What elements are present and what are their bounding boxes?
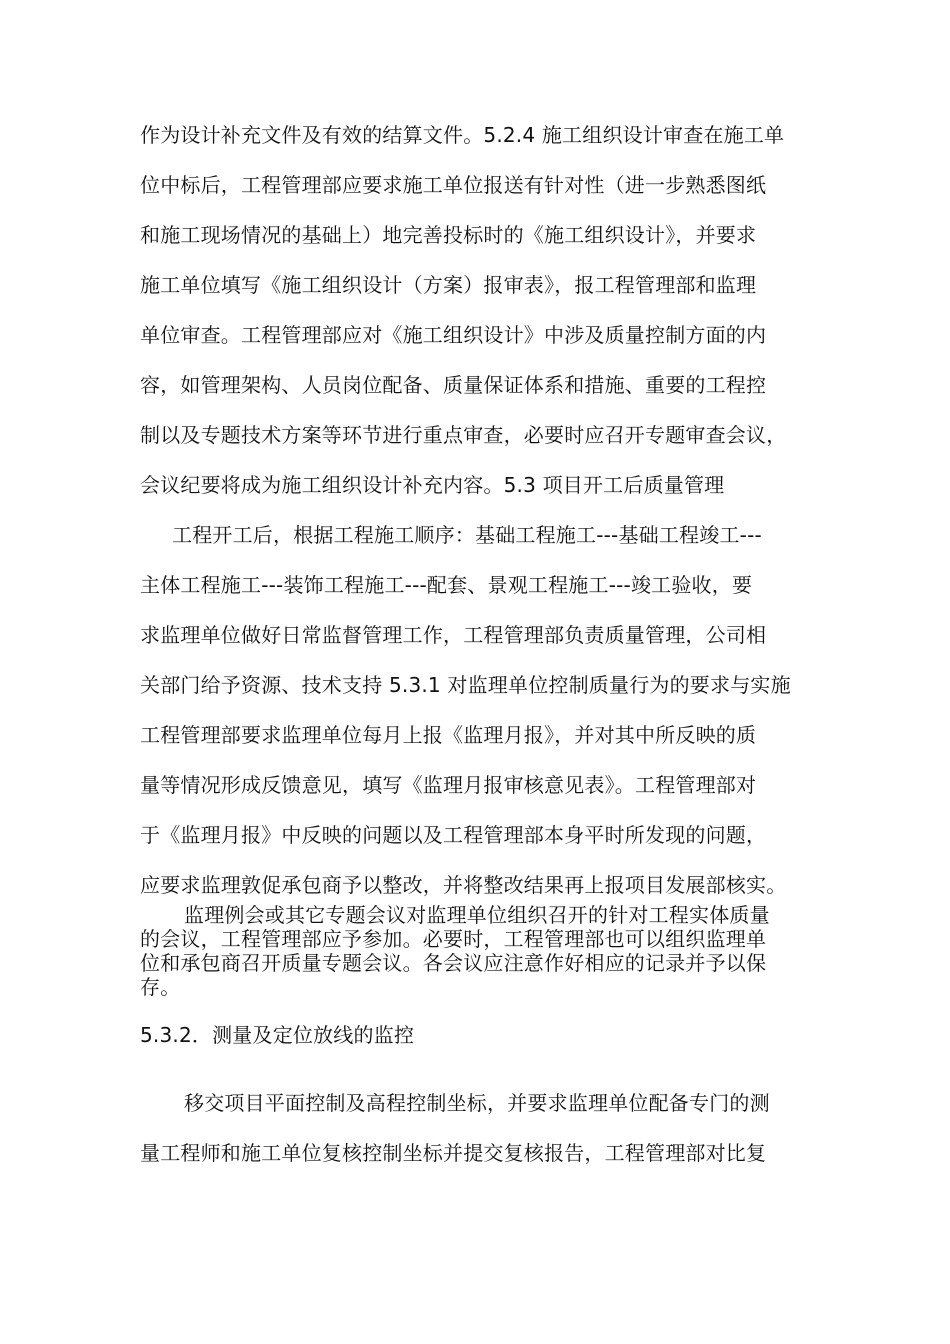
text-line: 作为设计补充文件及有效的结算文件。5.2.4 施工组织设计审查在施工单 [140, 123, 785, 147]
text-line: 施工单位填写《施工组织设计（方案）报审表》，报工程管理部和监理 [140, 273, 757, 297]
text-line: 量工程师和施工单位复核控制坐标并提交复核报告，工程管理部对比复 [140, 1141, 767, 1165]
text-line: 应要求监理敦促承包商予以整改，并将整改结果再上报项目发展部核实。 [140, 873, 787, 897]
text-line: 监理例会或其它专题会议对监理单位组织召开的针对工程实体质量 [184, 903, 770, 927]
text-line: 存。 [140, 975, 181, 999]
section-heading: 5.3.2．测量及定位放线的监控 [140, 1023, 415, 1047]
text-line: 制以及专题技术方案等环节进行重点审查，必要时应召开专题审查会议， [140, 423, 787, 447]
text-line: 工程开工后，根据工程施工顺序：基础工程施工---基础工程竣工--- [172, 523, 762, 547]
text-line: 容，如管理架构、人员岗位配备、质量保证体系和措施、重要的工程控 [140, 373, 767, 397]
text-line: 量等情况形成反馈意见，填写《监理月报审核意见表》。工程管理部对 [140, 773, 757, 797]
text-line: 单位审查。工程管理部应对《施工组织设计》中涉及质量控制方面的内 [140, 323, 767, 347]
text-line: 会议纪要将成为施工组织设计补充内容。5.3 项目开工后质量管理 [140, 473, 725, 497]
text-line: 求监理单位做好日常监督管理工作，工程管理部负责质量管理，公司相 [140, 623, 767, 647]
text-line: 工程管理部要求监理单位每月上报《监理月报》，并对其中所反映的质 [140, 723, 757, 747]
text-line: 的会议，工程管理部应予参加。必要时，工程管理部也可以组织监理单 [140, 927, 767, 951]
text-line: 位和承包商召开质量专题会议。各会议应注意作好相应的记录并予以保 [140, 951, 767, 975]
text-line: 移交项目平面控制及高程控制坐标，并要求监理单位配备专门的测 [184, 1091, 770, 1115]
text-line: 于《监理月报》中反映的问题以及工程管理部本身平时所发现的问题， [140, 823, 767, 847]
text-line: 主体工程施工---装饰工程施工---配套、景观工程施工---竣工验收，要 [140, 573, 753, 597]
text-line: 关部门给予资源、技术支持 5.3.1 对监理单位控制质量行为的要求与实施 [140, 673, 791, 697]
text-line: 位中标后，工程管理部应要求施工单位报送有针对性（进一步熟悉图纸 [140, 173, 767, 197]
text-line: 和施工现场情况的基础上）地完善投标时的《施工组织设计》，并要求 [140, 223, 757, 247]
